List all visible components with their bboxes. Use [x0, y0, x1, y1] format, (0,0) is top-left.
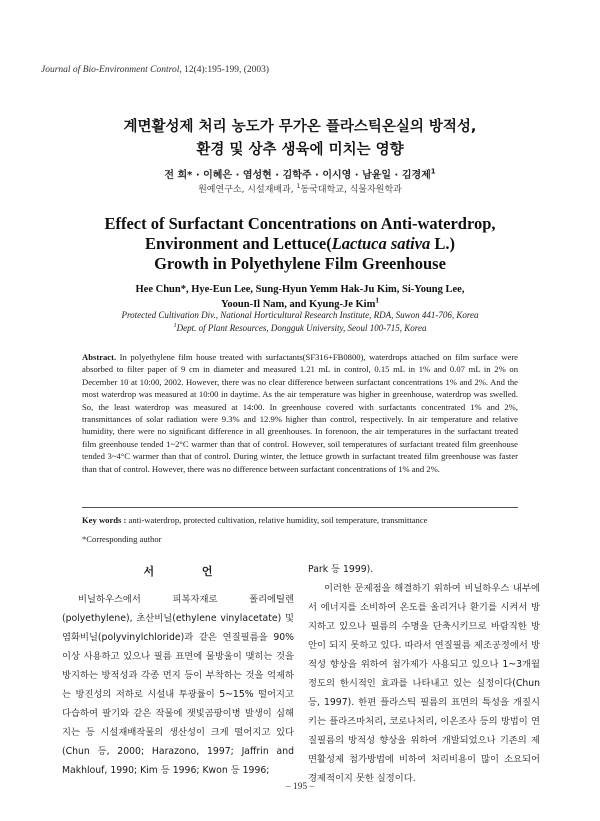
- journal-volume: 12(4):195-199, (2003): [181, 65, 270, 75]
- abstract-text: In polyethylene film house treated with surfactants(SF316+FB0800), waterdrops attached on film surface were absorbed to filter paper of 9 cm in diameter and measured 1.21 mL in control, 0.15 mL in 1% and 0.07 mL in 2% on December 10 at 10:00, 2002. However, there was no clear difference between surfactant concentrations 1% and 2%. And the most waterdrop was measured at 10:00 in daytime. As the air temperature was higher in greenhouse, waterdrop was swelled. So, the least waterdrop was measured at 14:00. In greenhouse covered with surfactants concentrated 1% and 2%, transmittances of solar radiation were 9.3% and 12.9% higher than control, respectively. In air temperature and relative humidity, there were no significant difference in all greenhouses. In forenoon, the air temperatures in the surfactant treated film greenhouse tended 1~2°C warmer than that of control. However, soil temperatures of surfactant treated film greenhouse tended 3~4°C warmer than that of control. During winter, the lettuce growth in surfactant treated film greenhouse was faster than that of control. However, there was no difference between surfactant concentrations of 1% and 2%.: [82, 352, 518, 474]
- abstract-label: Abstract.: [82, 352, 117, 362]
- korean-affil-sup: 1: [296, 183, 301, 190]
- korean-title-line1: 계면활성제 처리 농도가 무가온 플라스틱온실의 방적성,: [123, 119, 477, 135]
- english-title: [0, 214, 600, 274]
- english-affil-line1: Protected Cultivation Div., National Horticultural Research Institute, RDA, Suwon 441-706, Korea: [121, 310, 479, 320]
- korean-author-sup: 1: [430, 167, 436, 176]
- english-authors-sup: 1: [375, 295, 379, 305]
- abstract: [82, 351, 518, 475]
- introduction-paragraph-1-continued: Park 등 1999).: [308, 564, 374, 575]
- body-column-left: [62, 560, 294, 780]
- english-affiliation: [0, 309, 600, 335]
- keywords-text: anti-waterdrop, protected cultivation, relative humidity, soil temperature, transmittance: [126, 515, 428, 525]
- species-name: Lactuca sativa: [331, 234, 431, 253]
- page-number: – 195 –: [285, 782, 315, 792]
- korean-affil-part1: 원예연구소, 시설재배과,: [198, 185, 297, 195]
- section-heading-introduction: 서 언: [143, 565, 235, 578]
- keywords-label: Key words :: [82, 515, 127, 525]
- english-title-line3: Growth in Polyethylene Film Greenhouse: [154, 254, 446, 273]
- english-title-line1: Effect of Surfactant Concentrations on Anti-waterdrop,: [104, 214, 496, 233]
- english-title-line2a: Environment and Lettuce(: [145, 234, 332, 253]
- english-title-line2: [0, 234, 600, 254]
- english-affil-line2-text: Dept. of Plant Resources, Dongguk University, Seoul 100-715, Korea: [176, 323, 427, 333]
- body-column-right: [308, 560, 540, 788]
- corresponding-author-note: *Corresponding author: [82, 534, 162, 544]
- korean-affiliation: [0, 182, 600, 195]
- english-authors-line1: Hee Chun*, Hye-Eun Lee, Sung-Hyun Yemm Hak-Ju Kim, Si-Young Lee,: [135, 284, 465, 295]
- korean-author-list: 전 희* · 이혜은 · 염성현 · 김학주 · 이시영 · 남윤일 · 김경제: [164, 170, 431, 181]
- english-affil-sup: 1: [173, 322, 177, 329]
- english-affil-line2: [0, 322, 600, 335]
- english-authors: [0, 282, 600, 312]
- korean-authors: [0, 166, 600, 181]
- korean-title-line2: 환경 및 상추 생육에 미치는 영향: [196, 142, 404, 158]
- english-authors-line2-text: Yooun-Il Nam, and Kyung-Je Kim: [221, 299, 376, 310]
- keywords: [82, 515, 518, 525]
- journal-citation: [41, 65, 269, 75]
- introduction-paragraph-1: 비닐하우스에서 피복자재로 폴리에틸렌(polyethylene), 초산비닐(ethylene vinylacetate) 및 염화비닐(polyvinylchloride)과 같은 연질필름을 90% 이상 사용하고 있으나 필름 표면에 물방울이 맺히는 것을 방지하는 방적성과 각종 먼지 등이 부착하는 것을 억제하는 방진성의 저하로 시설내 투광률이 5~15% 떨어지고 다습하여 팔기와 같은 작물에 잿빛곰팡이병 발생이 심해지는 등 시설재배작물의 생산성이 크게 떨어지고 있다(Chun 등, 2000; Harazono, 1997; Jaffrin and Makhlouf, 1990; Kim 등 1996; Kwon 등 1996;: [62, 594, 294, 776]
- keywords-divider: [82, 507, 518, 508]
- korean-title: [0, 116, 600, 162]
- introduction-paragraph-2: 이러한 문제점을 해결하기 위하여 비닐하우스 내부에서 에너지를 소비하여 온도를 올리거나 환기를 시켜서 방지하고 있으나 필름의 수명을 단축시키므로 바람직한 방안이 되지 못하고 있다. 따라서 연질필름 제조공정에서 방적성 향상을 위하여 첨가제가 사용되고 있으나 1~3개월 정도의 한시적인 효과를 나타내고 있는 실정이다(Chun 등, 1997). 한편 플라스틱 필름의 표면의 특성을 개질시키는 플라즈마처리, 코로나처리, 이온조사 등의 방법이 연질필름의 방적성 향상을 위하여 개발되었으나 기존의 제면활성제 첨가방법에 비하여 처리비용이 많이 소요되어 경제적이지 못한 실정이다.: [308, 583, 540, 784]
- korean-affil-part2: 동국대학교, 식물자원학과: [300, 185, 402, 195]
- journal-name: Journal of Bio-Environment Control,: [41, 65, 182, 75]
- english-title-line2b: L.): [430, 234, 455, 253]
